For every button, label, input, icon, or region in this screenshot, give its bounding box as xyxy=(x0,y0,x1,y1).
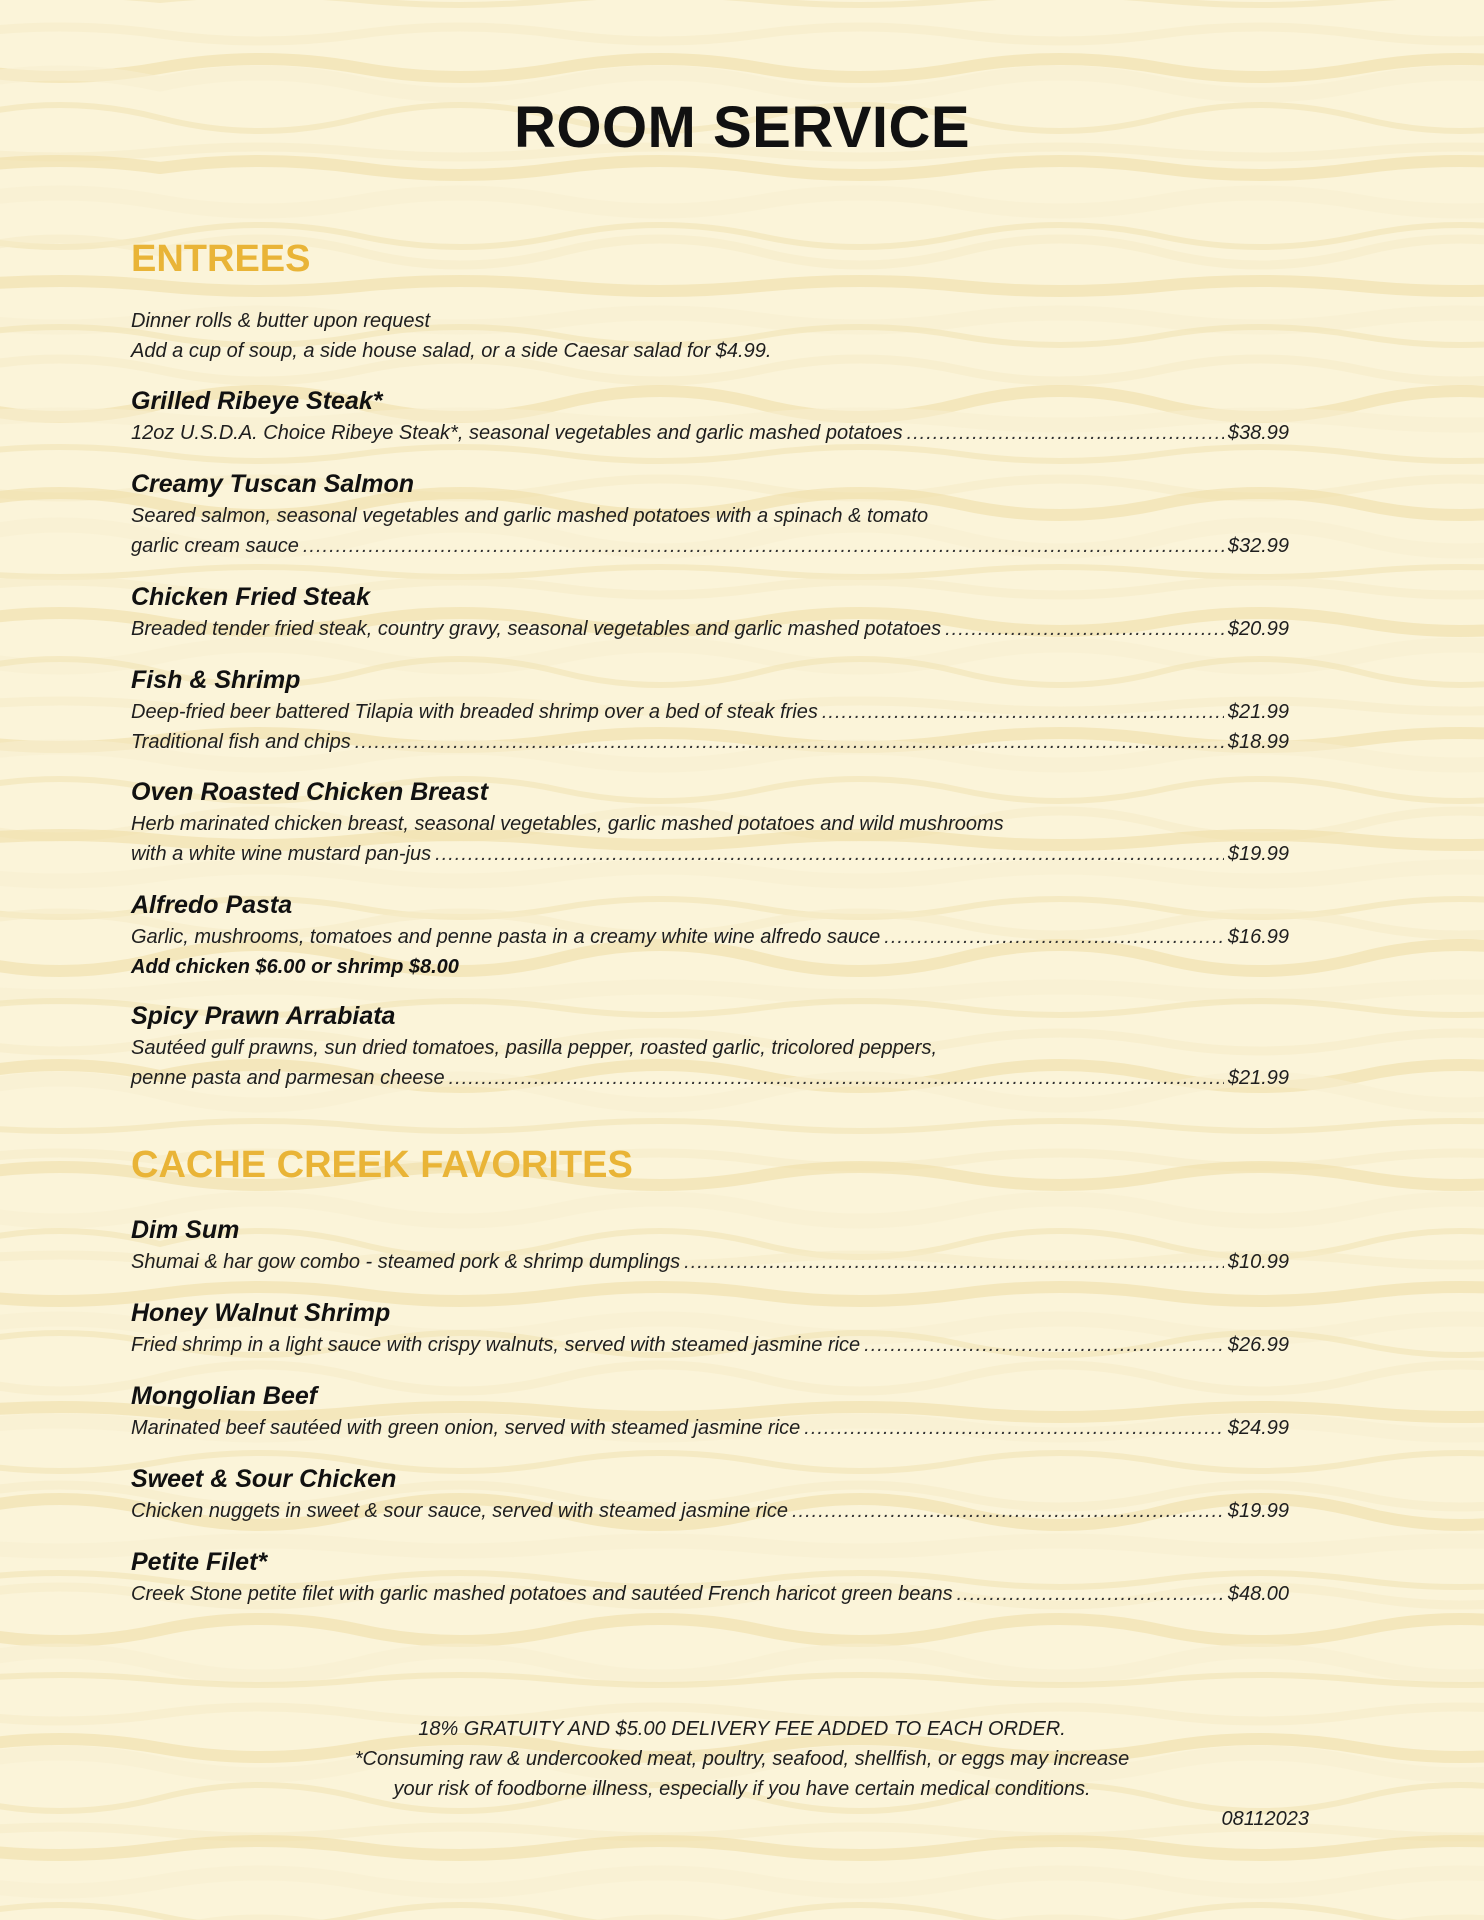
item-name: Honey Walnut Shrimp xyxy=(131,1299,391,1327)
menu-item xyxy=(131,999,1289,1093)
dot-leader xyxy=(449,1063,1224,1093)
item-line xyxy=(131,727,1289,757)
item-price: $48.00 xyxy=(1227,1583,1289,1605)
item-addon: Add chicken $6.00 or shrimp $8.00 xyxy=(131,956,459,978)
item-line xyxy=(131,922,1289,952)
item-description: with a white wine mustard pan-jus xyxy=(131,843,432,865)
dot-leader xyxy=(957,1579,1224,1609)
dot-leader xyxy=(355,727,1224,757)
item-description: Traditional fish and chips xyxy=(131,731,351,753)
item-line xyxy=(131,697,1289,727)
dot-leader xyxy=(864,1330,1224,1360)
item-description: Deep-fried beer battered Tilapia with breaded shrimp over a bed of steak fries xyxy=(131,701,818,723)
menu-item xyxy=(131,888,1289,982)
item-name: Spicy Prawn Arrabiata xyxy=(131,1002,396,1030)
item-line xyxy=(131,809,1289,839)
item-line xyxy=(131,501,1289,531)
entrees-notes xyxy=(131,306,771,366)
item-line xyxy=(131,1496,1289,1526)
dot-leader xyxy=(792,1496,1224,1526)
item-name: Chicken Fried Steak xyxy=(131,583,370,611)
dot-leader xyxy=(303,531,1224,561)
dot-leader xyxy=(684,1247,1224,1277)
item-price: $38.99 xyxy=(1227,422,1289,444)
item-name: Mongolian Beef xyxy=(131,1382,318,1410)
menu-item xyxy=(131,384,1289,448)
item-name: Fish & Shrimp xyxy=(131,666,301,694)
page-title: ROOM SERVICE xyxy=(513,95,971,160)
item-price: $20.99 xyxy=(1227,618,1289,640)
footer-notice xyxy=(0,1714,1484,1804)
item-description: 12oz U.S.D.A. Choice Ribeye Steak*, seasonal vegetables and garlic mashed potatoes xyxy=(131,422,903,444)
item-line xyxy=(131,1330,1289,1360)
item-line xyxy=(131,839,1289,869)
item-name: Dim Sum xyxy=(131,1216,240,1244)
item-name: Sweet & Sour Chicken xyxy=(131,1465,397,1493)
menu-item xyxy=(131,1213,1289,1277)
footer-line: *Consuming raw & undercooked meat, poultry, seafood, shellfish, or eggs may increase xyxy=(354,1748,1130,1770)
item-line xyxy=(131,1413,1289,1443)
item-description: Garlic, mushrooms, tomatoes and penne pasta in a creamy white wine alfredo sauce xyxy=(131,926,881,948)
menu-item xyxy=(131,467,1289,561)
dot-leader xyxy=(884,922,1224,952)
note-line: Add a cup of soup, a side house salad, or a side Caesar salad for $4.99. xyxy=(131,340,772,362)
item-description: Seared salmon, seasonal vegetables and garlic mashed potatoes with a spinach & tomato xyxy=(131,505,929,527)
item-description: Sautéed gulf prawns, sun dried tomatoes, pasilla pepper, roasted garlic, tricolored peppers, xyxy=(131,1037,938,1059)
dot-leader xyxy=(907,418,1224,448)
item-price: $16.99 xyxy=(1227,926,1289,948)
item-name: Oven Roasted Chicken Breast xyxy=(131,778,489,806)
item-price: $18.99 xyxy=(1227,731,1289,753)
section-heading-entrees: ENTREES xyxy=(131,238,311,280)
item-name: Grilled Ribeye Steak* xyxy=(131,387,383,415)
dot-leader xyxy=(435,839,1224,869)
item-line xyxy=(131,1063,1289,1093)
item-description: Chicken nuggets in sweet & sour sauce, served with steamed jasmine rice xyxy=(131,1500,788,1522)
item-price: $10.99 xyxy=(1227,1251,1289,1273)
item-price: $21.99 xyxy=(1227,701,1289,723)
dot-leader xyxy=(822,697,1224,727)
item-price: $19.99 xyxy=(1227,1500,1289,1522)
dot-leader xyxy=(945,614,1224,644)
item-price: $19.99 xyxy=(1227,843,1289,865)
item-description: Breaded tender fried steak, country gravy, seasonal vegetables and garlic mashed potatoes xyxy=(131,618,942,640)
item-price: $26.99 xyxy=(1227,1334,1289,1356)
menu-item xyxy=(131,1296,1289,1360)
item-description: Marinated beef sautéed with green onion, served with steamed jasmine rice xyxy=(131,1417,801,1439)
menu-item xyxy=(131,580,1289,644)
menu-item xyxy=(131,1379,1289,1443)
section-heading-favorites: CACHE CREEK FAVORITES xyxy=(131,1144,633,1186)
item-line xyxy=(131,614,1289,644)
footer-line: your risk of foodborne illness, especially if you have certain medical conditions. xyxy=(393,1778,1091,1800)
item-description: Creek Stone petite filet with garlic mashed potatoes and sautéed French haricot green beans xyxy=(131,1583,953,1605)
menu-item xyxy=(131,775,1289,869)
item-price: $32.99 xyxy=(1227,535,1289,557)
item-name: Alfredo Pasta xyxy=(131,891,293,919)
menu-code: 08112023 xyxy=(1221,1808,1309,1830)
item-line xyxy=(131,1247,1289,1277)
item-description: Herb marinated chicken breast, seasonal vegetables, garlic mashed potatoes and wild mushrooms xyxy=(131,813,1004,835)
item-price: $21.99 xyxy=(1227,1067,1289,1089)
item-description: Shumai & har gow combo - steamed pork & shrimp dumplings xyxy=(131,1251,681,1273)
item-price: $24.99 xyxy=(1227,1417,1289,1439)
item-description: penne pasta and parmesan cheese xyxy=(131,1067,445,1089)
item-description: garlic cream sauce xyxy=(131,535,299,557)
item-line xyxy=(131,418,1289,448)
note-line: Dinner rolls & butter upon request xyxy=(131,310,431,332)
menu-item xyxy=(131,1545,1289,1609)
menu-item xyxy=(131,663,1289,757)
item-name: Creamy Tuscan Salmon xyxy=(131,470,414,498)
item-line xyxy=(131,1579,1289,1609)
item-line xyxy=(131,531,1289,561)
dot-leader xyxy=(804,1413,1224,1443)
footer-line: 18% GRATUITY AND $5.00 DELIVERY FEE ADDED TO EACH ORDER. xyxy=(418,1718,1066,1740)
item-description: Fried shrimp in a light sauce with crispy walnuts, served with steamed jasmine rice xyxy=(131,1334,861,1356)
item-line xyxy=(131,1033,1289,1063)
menu-item xyxy=(131,1462,1289,1526)
item-name: Petite Filet* xyxy=(131,1548,268,1576)
